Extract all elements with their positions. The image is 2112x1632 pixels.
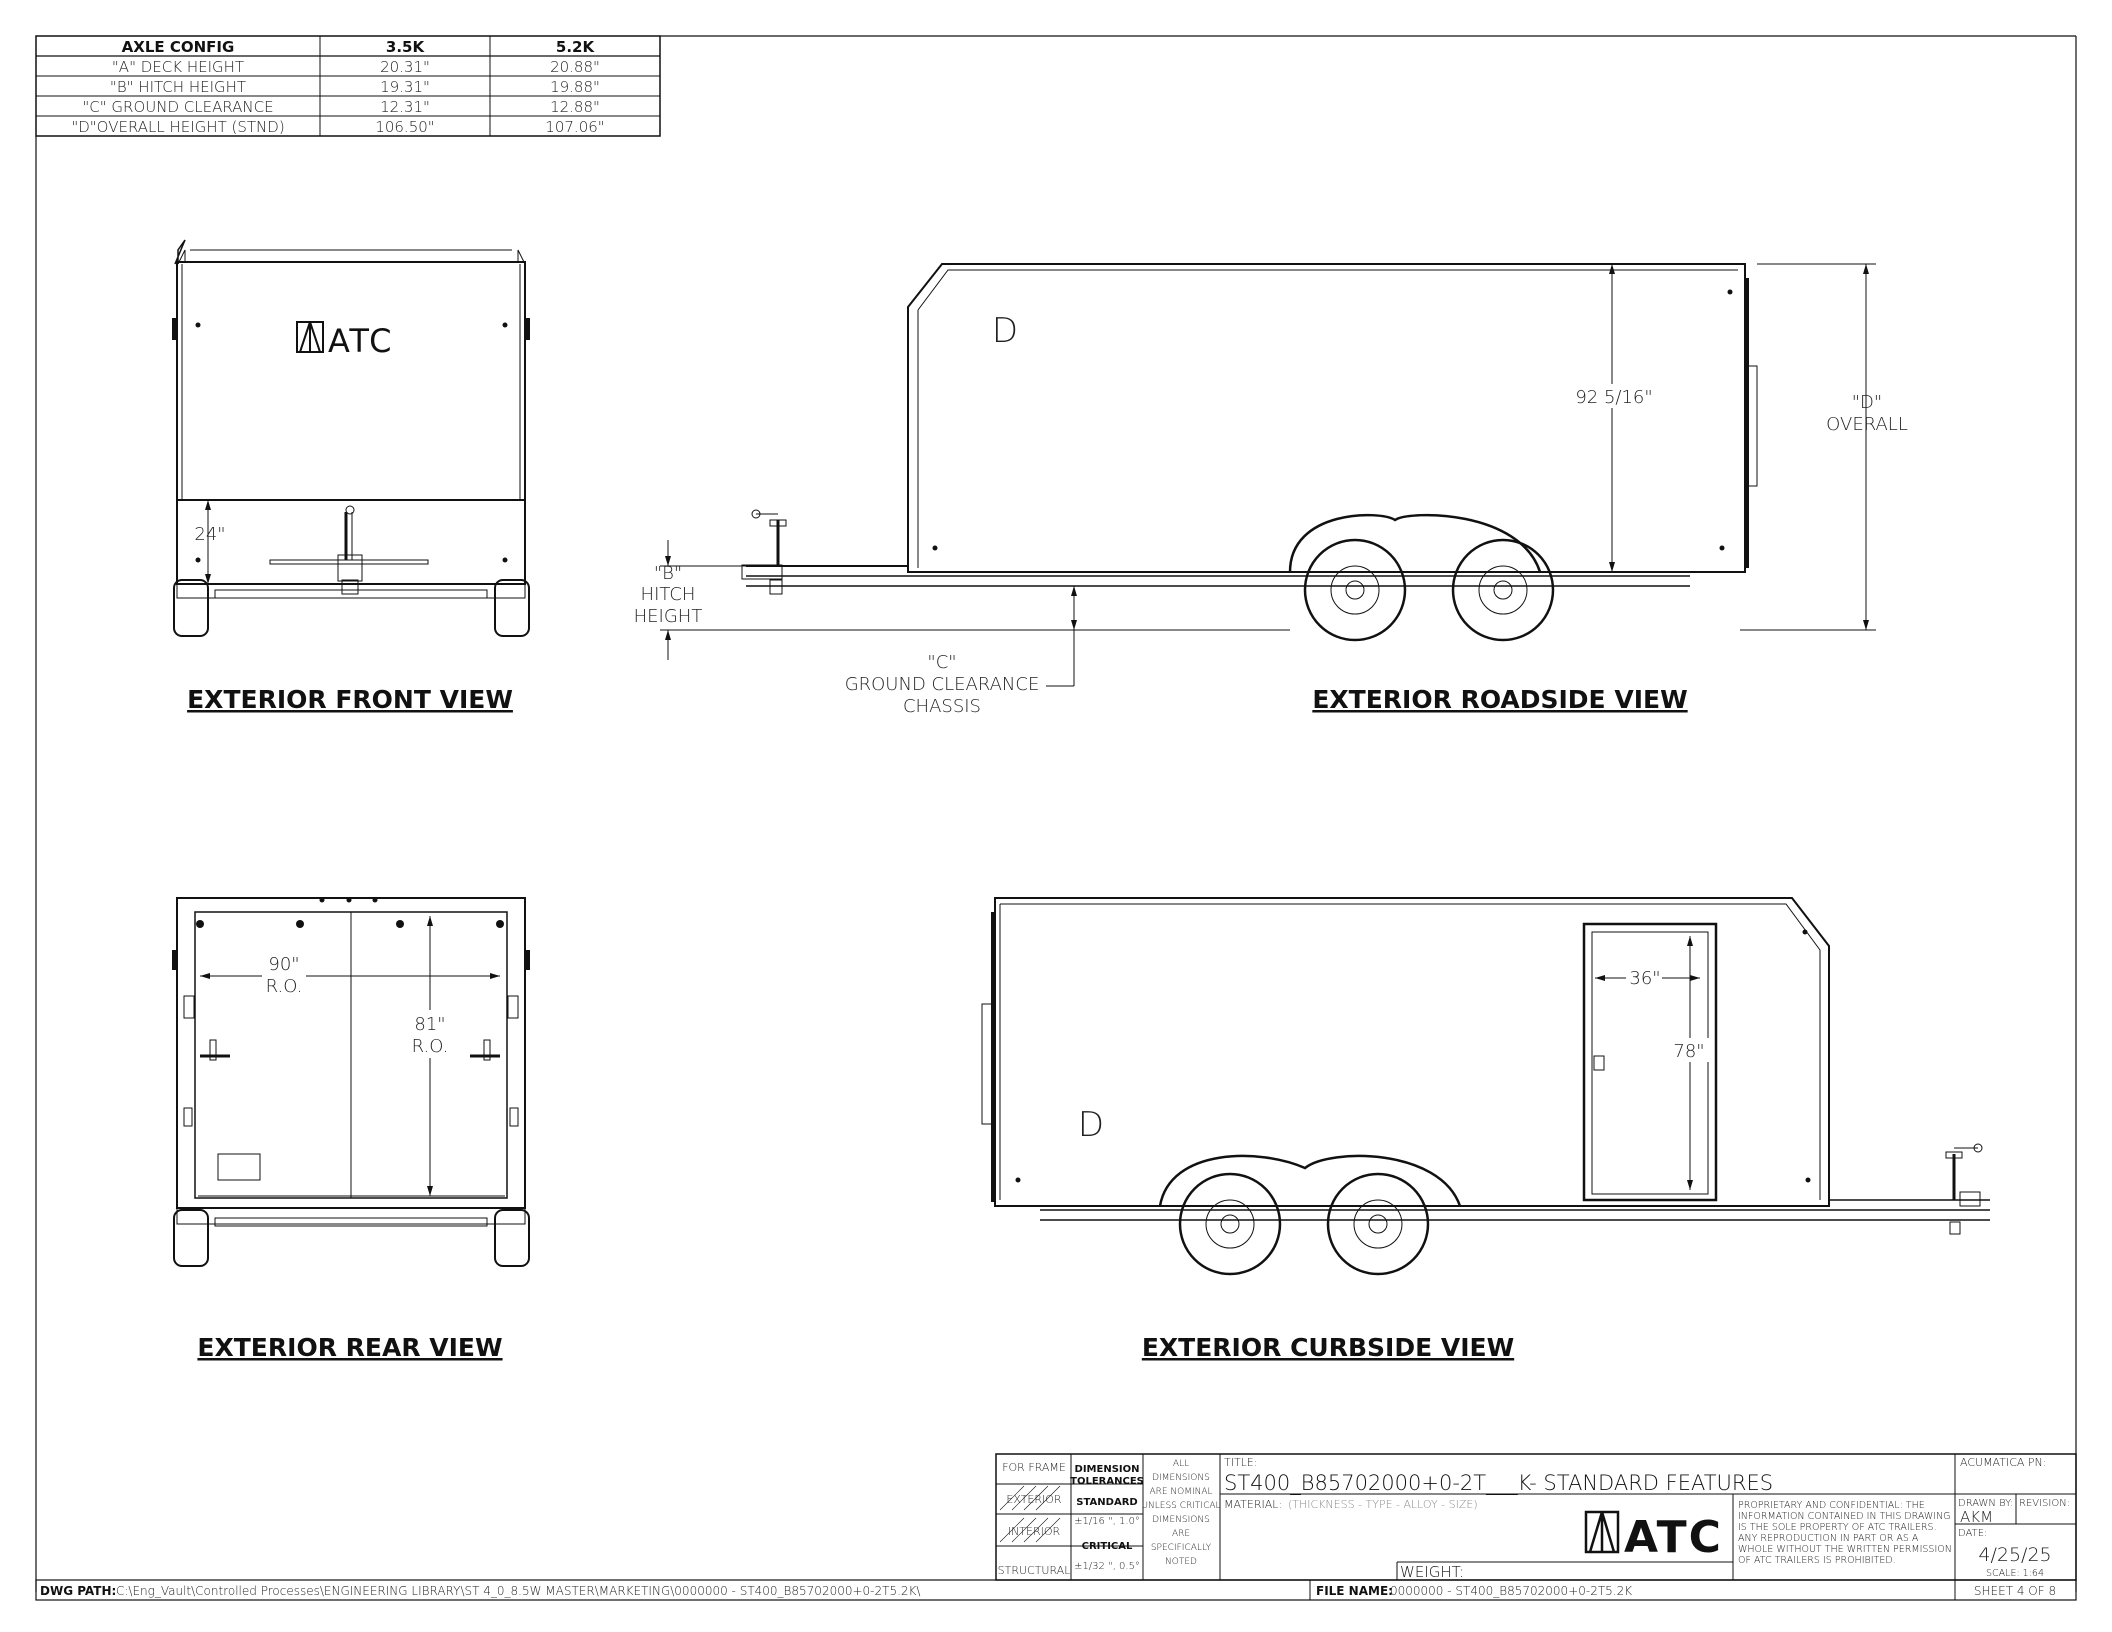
table-cell: 12.88": [550, 98, 600, 116]
tb-drawn-by-value: AKM: [1960, 1508, 1994, 1526]
exterior-rear-view: [172, 898, 530, 1363]
drawing-footer: [36, 1580, 2076, 1600]
curbside-door-width: 36": [1629, 968, 1661, 989]
exterior-roadside-view: [634, 264, 1908, 717]
tb-note-line: SPECIFICALLY: [1150, 1543, 1212, 1553]
table-cell: "D"OVERALL HEIGHT (STND): [71, 118, 285, 136]
tb-note-line: ALL: [1172, 1459, 1190, 1469]
curbside-view-title: EXTERIOR CURBSIDE VIEW: [1141, 1333, 1515, 1362]
table-cell: "C" GROUND CLEARANCE: [82, 98, 274, 116]
tb-scale: SCALE: 1:64: [1985, 1568, 2045, 1579]
tb-date-label: DATE:: [1958, 1528, 1988, 1539]
roadside-d-overall-1: "D": [1851, 392, 1883, 413]
exterior-curbside-view: [982, 898, 1990, 1362]
tb-revision: REVISION:: [2019, 1498, 2071, 1509]
tb-standard: STANDARD: [1076, 1497, 1138, 1508]
tb-drawn-by: DRAWN BY:: [1958, 1498, 2014, 1509]
table-cell: "A" DECK HEIGHT: [111, 58, 245, 76]
roadside-c-1: "C": [927, 652, 957, 673]
tb-title-label: TITLE:: [1224, 1456, 1258, 1469]
table-cell: 20.88": [550, 58, 600, 76]
tb-critical: CRITICAL: [1081, 1541, 1133, 1552]
tb-note-line: DIMENSIONS: [1152, 1473, 1210, 1483]
tb-note-line: DIMENSIONS: [1152, 1515, 1210, 1525]
table-cell: 12.31": [380, 98, 430, 116]
table-cell: 19.88": [550, 78, 600, 96]
tb-proprietary: INFORMATION CONTAINED IN THIS DRAWING: [1738, 1511, 1951, 1522]
tb-material-hint: (THICKNESS - TYPE - ALLOY - SIZE): [1288, 1498, 1478, 1511]
tb-proprietary: ANY REPRODUCTION IN PART OR AS A: [1738, 1533, 1919, 1544]
tb-proprietary: OF ATC TRAILERS IS PROHIBITED.: [1738, 1555, 1896, 1566]
tb-proprietary: PROPRIETARY AND CONFIDENTIAL: THE: [1738, 1500, 1925, 1511]
atc-logo-front: [297, 322, 393, 360]
tb-note-line: NOTED: [1165, 1557, 1197, 1567]
roadside-c-3: CHASSIS: [902, 696, 982, 717]
tb-weight-label: WEIGHT:: [1400, 1563, 1465, 1581]
curbside-door-height: 78": [1673, 1041, 1705, 1062]
front-logo-text: ATC: [328, 322, 394, 360]
tb-structural: STRUCTURAL: [997, 1564, 1071, 1577]
curbside-d-mark: D: [1077, 1105, 1105, 1145]
footer-file-label: FILE NAME:: [1316, 1584, 1393, 1598]
front-view-title: EXTERIOR FRONT VIEW: [187, 685, 513, 714]
front-dim-24: 24": [194, 524, 226, 545]
tb-acumatica: ACUMATICA PN:: [1960, 1456, 2047, 1469]
table-cell: 20.31": [380, 58, 430, 76]
tb-note-line: ARE NOMINAL: [1149, 1487, 1213, 1497]
tb-interior: INTERIOR: [1007, 1525, 1061, 1538]
exterior-front-view: [172, 240, 530, 714]
footer-sheet: SHEET 4 OF 8: [1973, 1584, 2057, 1598]
tb-proprietary: WHOLE WITHOUT THE WRITTEN PERMISSION: [1738, 1544, 1952, 1555]
roadside-b-1: "B": [653, 563, 683, 584]
tb-material-label: MATERIAL:: [1224, 1498, 1283, 1511]
rear-view-title: EXTERIOR REAR VIEW: [197, 1333, 503, 1362]
tb-date-value: 4/25/25: [1978, 1544, 2052, 1566]
footer-file-name: 0000000 - ST400_B85702000+0-2T5.2K: [1390, 1584, 1633, 1598]
tb-standard-val: ±1/16 ", 1.0°: [1074, 1516, 1140, 1527]
table-header-config: AXLE CONFIG: [121, 38, 235, 56]
footer-dwg-label: DWG PATH:: [40, 1584, 117, 1598]
roadside-d-mark: D: [991, 311, 1019, 351]
atc-logo-title-block: [1586, 1512, 1723, 1563]
rear-height-1: 81": [414, 1014, 446, 1035]
rear-width-1: 90": [268, 954, 300, 975]
tb-logo-text: ATC: [1624, 1512, 1723, 1563]
axle-config-table: [36, 36, 660, 136]
table-cell: "B" HITCH HEIGHT: [109, 78, 247, 96]
table-header-3-5k: 3.5K: [385, 38, 425, 56]
roadside-d-overall-2: OVERALL: [1826, 414, 1908, 435]
tb-note-line: UNLESS CRITICAL: [1141, 1501, 1221, 1511]
title-block: [996, 1454, 2076, 1581]
roadside-c-2: GROUND CLEARANCE: [844, 674, 1040, 695]
tb-for-frame: FOR FRAME: [1002, 1461, 1066, 1474]
rear-height-2: R.O.: [411, 1036, 449, 1057]
roadside-b-2: HITCH: [640, 584, 696, 605]
tb-note-line: ARE: [1171, 1529, 1191, 1539]
table-header-5-2k: 5.2K: [555, 38, 595, 56]
table-cell: 19.31": [380, 78, 430, 96]
roadside-view-title: EXTERIOR ROADSIDE VIEW: [1312, 685, 1688, 714]
tb-critical-val: ±1/32 ", 0.5°: [1074, 1561, 1140, 1572]
tb-proprietary: IS THE SOLE PROPERTY OF ATC TRAILERS.: [1738, 1522, 1937, 1533]
tb-dim-tol-1: DIMENSION: [1074, 1464, 1140, 1475]
tb-exterior: EXTERIOR: [1006, 1493, 1062, 1506]
roadside-b-3: HEIGHT: [633, 606, 703, 627]
tb-title: ST400_B85702000+0-2T___K- STANDARD FEATURES: [1224, 1471, 1774, 1495]
tb-dim-tol-2: TOLERANCES: [1070, 1476, 1144, 1487]
table-cell: 106.50": [375, 118, 435, 136]
table-cell: 107.06": [545, 118, 605, 136]
footer-dwg-path: C:\Eng_Vault\Controlled Processes\ENGINEERING LIBRARY\ST 4_0_8.5W MASTER\MARKETING\0000000 - ST400_B85702000+0-2T5.2K\: [116, 1584, 921, 1598]
rear-width-2: R.O.: [265, 976, 303, 997]
roadside-dim-height: 92 5/16": [1575, 387, 1653, 408]
